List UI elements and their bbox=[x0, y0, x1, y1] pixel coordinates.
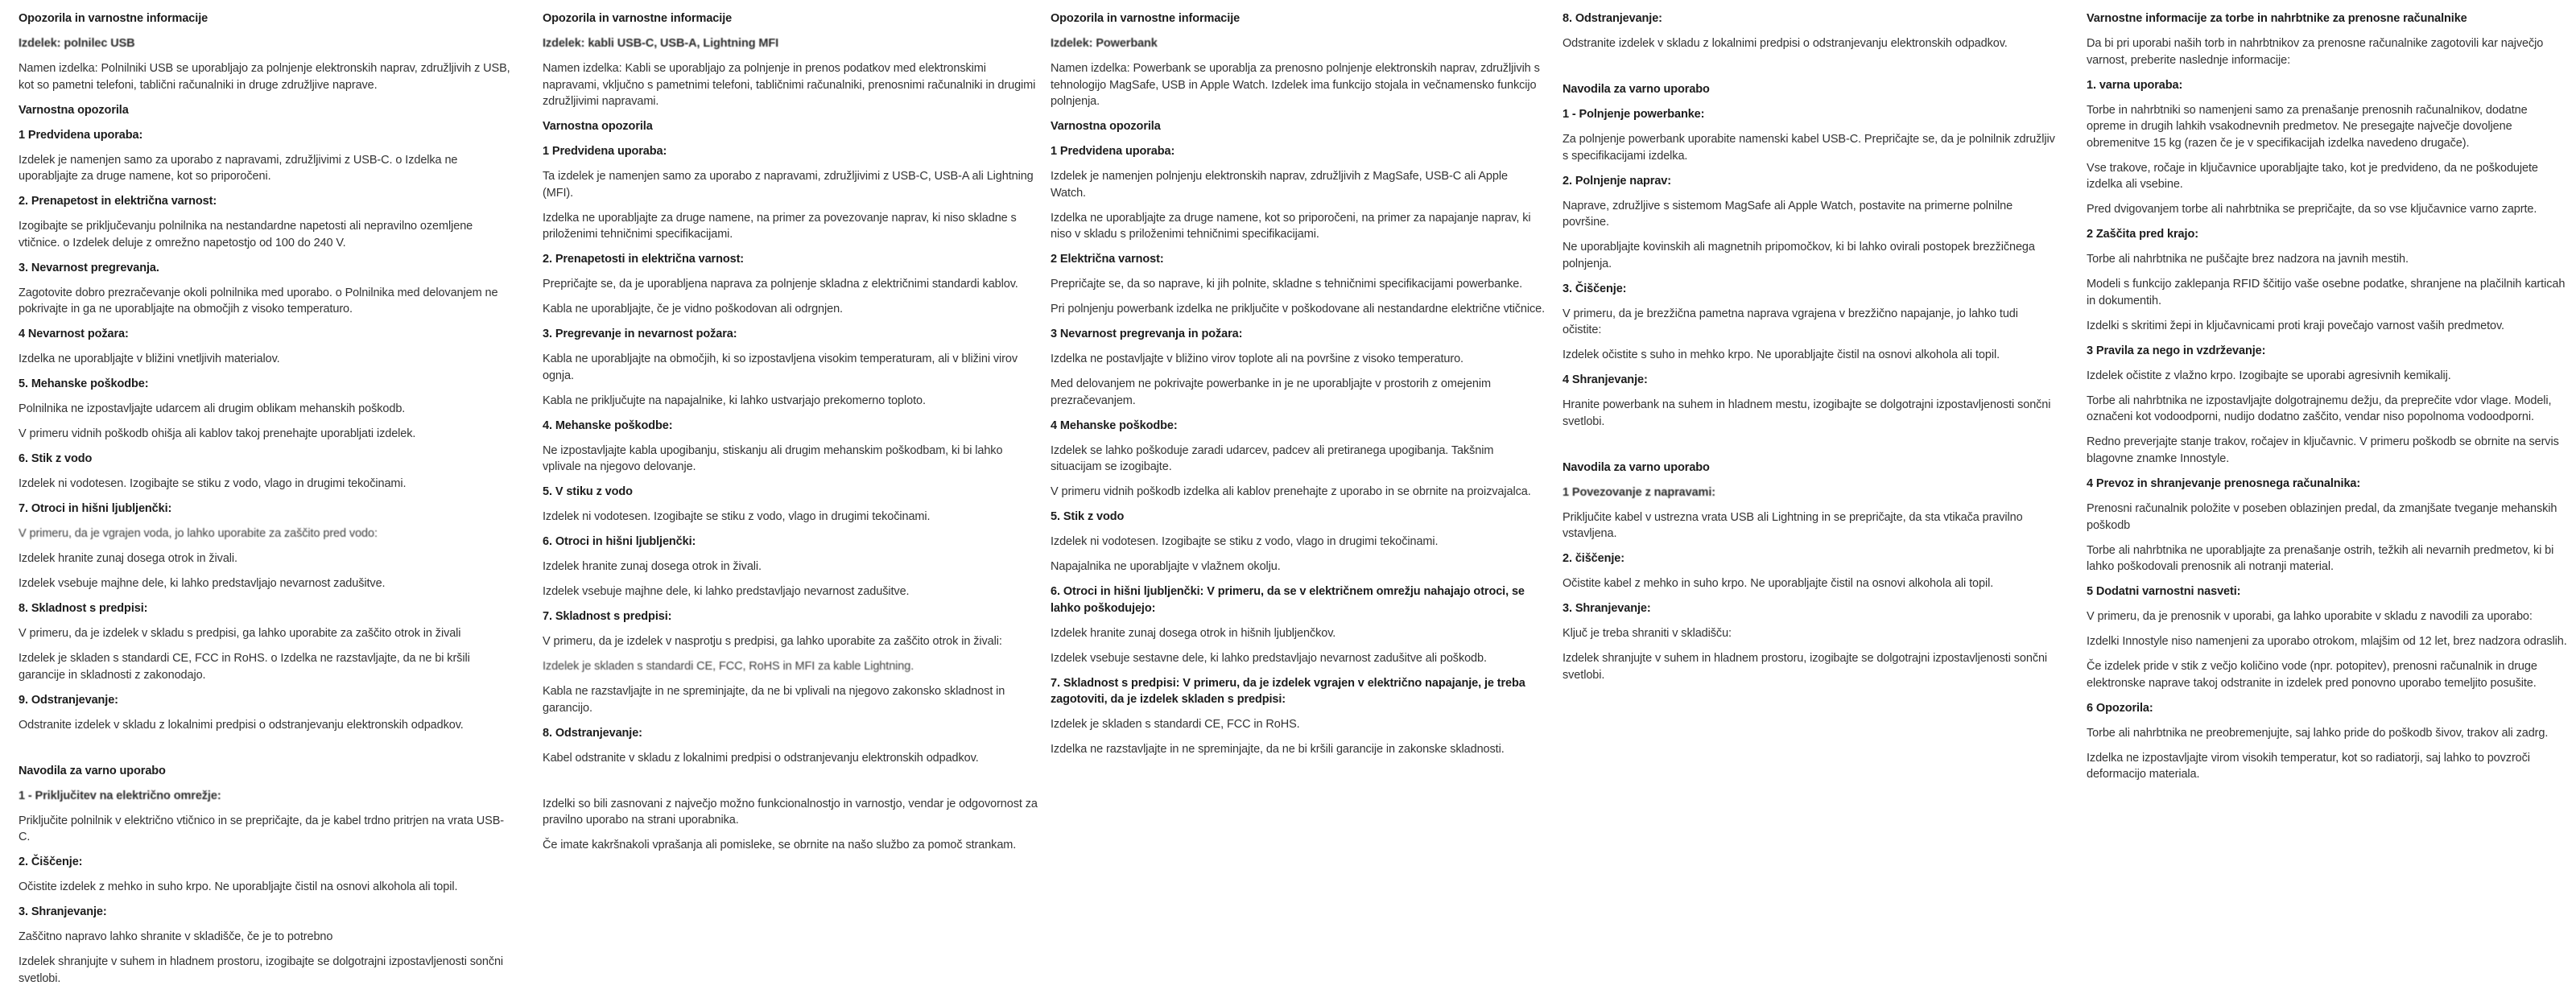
section-heading: 6. Otroci in hišni ljubljenčki: bbox=[543, 535, 696, 549]
section-heading: 2. čiščenje: bbox=[1563, 552, 1624, 566]
paragraph: Če izdelek pride v stik z večjo količino vode (npr. potopitev), prenosni računalnik in druge elektronske naprave takoj odstranite in izdelek pred ponovno uporabo temeljito posušite. bbox=[2087, 660, 2537, 690]
paragraph: Polnilnika ne izpostavljajte udarcem ali drugim oblikam mehanskih poškodb. bbox=[19, 402, 406, 416]
section-heading: 6. Stik z vodo bbox=[19, 452, 93, 466]
section-heading: 1 Predvidena uporaba: bbox=[1051, 145, 1175, 159]
section-heading: 8. Skladnost s predpisi: bbox=[19, 602, 148, 616]
paragraph: Priključite polnilnik v električno vtičnico in se prepričajte, da je kabel trdno pritrjen na vrata USB-C. bbox=[19, 814, 505, 844]
paragraph: Za polnjenje powerbank uporabite namenski kabel USB-C. Prepričajte se, da je polnilnik združljiv s specifikacijami izdelka. bbox=[1563, 132, 2055, 163]
paragraph: Odstranite izdelek v skladu z lokalnimi predpisi o odstranjevanju elektronskih odpadkov. bbox=[19, 718, 464, 732]
section-spacer bbox=[1563, 60, 2058, 81]
paragraph: Izdelek ni vodotesen. Izogibajte se stiku z vodo, vlago in drugimi tekočinami. bbox=[1051, 535, 1439, 549]
paragraph: Kabla ne uporabljajte na območjih, ki so izpostavljena visokim temperaturam, ali v bližini virov ognja. bbox=[543, 353, 1018, 382]
paragraph: Izdelek je namenjen samo za uporabo z napravami, združljivimi z USB-C. o Izdelka ne uporabljajte za druge namene, kot so priporočeni. bbox=[19, 153, 458, 183]
paragraph: Izdelek hranite zunaj dosega otrok in živali. bbox=[543, 560, 762, 574]
paragraph: Izdelek ni vodotesen. Izogibajte se stiku z vodo, vlago in drugimi tekočinami. bbox=[19, 477, 407, 491]
paragraph: Ta izdelek je namenjen samo za uporabo z napravami, združljivimi z USB-C, USB-A ali Lightning (MFI). bbox=[543, 170, 1034, 200]
paragraph: Torbe ali nahrbtnika ne uporabljajte za prenašanje ostrih, težkih ali nevarnih predmetov, ki bi lahko poškodovali prenosnik ali notranji material. bbox=[2087, 543, 2554, 574]
paragraph: Izdelka ne uporabljajte v bližini vnetljivih materialov. bbox=[19, 353, 280, 366]
paragraph: Prenosni računalnik položite v poseben oblazinjen predal, da zmanjšate tveganje mehanskih poškodb bbox=[2087, 501, 2557, 532]
paragraph: V primeru, da je izdelek v nasprotju s predpisi, ga lahko uporabite za zaščito otrok in živali: bbox=[543, 635, 1002, 649]
paragraph: Izdelek shranjujte v suhem in hladnem prostoru, izogibajte se dolgotrajni izpostavljenosti sončni svetlobi. bbox=[19, 955, 504, 985]
paragraph: Izdelki s skritimi žepi in ključavnicami proti kraji povečajo varnost vaših predmetov. bbox=[2087, 319, 2504, 332]
section-heading: 3. Shranjevanje: bbox=[1563, 602, 1651, 616]
section-heading: Navodila za varno uporabo bbox=[19, 764, 166, 777]
paragraph: Priključite kabel v ustrezna vrata USB ali Lightning in se prepričajte, da sta vtikača pravilno vstavljena. bbox=[1563, 510, 2023, 541]
section-heading: 9. Odstranjevanje: bbox=[19, 693, 118, 707]
paragraph: Zagotovite dobro prezračevanje okoli polnilnika med uporabo. o Polnilnika med delovanjem ne pokrivajte in ga ne uporabljajte na območjih z visoko temperaturo. bbox=[19, 286, 498, 316]
paragraph: Redno preverjajte stanje trakov, ročajev in ključavnic. V primeru poškodb se obrnite na servis blagovne znamke Innostyle. bbox=[2087, 435, 2559, 465]
paragraph: Izdelek hranite zunaj dosega otrok in živali. bbox=[19, 552, 237, 566]
paragraph: Hranite powerbank na suhem in hladnem mestu, izogibajte se dolgotrajni izpostavljenosti sončni svetlobi. bbox=[1563, 398, 2051, 428]
column-powerbank-warnings bbox=[1051, 10, 1546, 766]
section-heading: 4 Prevoz in shranjevanje prenosnega računalnika: bbox=[2087, 476, 2361, 490]
section-heading: Izdelek: kabli USB-C, USB-A, Lightning MFI bbox=[543, 36, 779, 50]
paragraph: Torbe ali nahrbtnika ne izpostavljajte dolgotrajnemu dežju, da preprečite vdor vlage. Modeli, označeni kot vodoodporni, nudijo dodatno zaščito, vendar niso popolnoma vodoodporni. bbox=[2087, 394, 2552, 424]
section-heading: Opozorila in varnostne informacije bbox=[543, 12, 733, 25]
paragraph: V primeru, da je brezžična pametna naprava vgrajena v brezžično napajanje, jo lahko tudi očistite: bbox=[1563, 307, 2018, 337]
section-heading: Varnostna opozorila bbox=[1051, 120, 1161, 134]
section-spacer bbox=[543, 775, 1038, 796]
section-heading: 4 Nevarnost požara: bbox=[19, 328, 129, 341]
section-heading: 8. Odstranjevanje: bbox=[1563, 12, 1662, 25]
section-heading: 2 Zaščita pred krajo: bbox=[2087, 228, 2198, 241]
paragraph: Kabla ne priključujte na napajalnike, ki lahko ustvarjajo prekomerno toploto. bbox=[543, 394, 926, 407]
section-heading: 1 - Polnjenje powerbanke: bbox=[1563, 107, 1705, 121]
section-heading: Varnostna opozorila bbox=[543, 120, 653, 134]
paragraph: Prepričajte se, da so naprave, ki jih polnite, skladne s tehničnimi specifikacijami powerbanke. bbox=[1051, 278, 1523, 291]
paragraph: Izdelka ne razstavljajte in ne spreminjajte, da ne bi kršili garancije in zakonske skladnosti. bbox=[1051, 743, 1505, 757]
paragraph: Izdelka ne uporabljajte za druge namene, kot so priporočeni, na primer za napajanje naprav, ki niso v skladu s priloženimi tehničnimi specifikacijami. bbox=[1051, 211, 1531, 241]
paragraph: Ne izpostavljajte kabla upogibanju, stiskanju ali drugim mehanskim poškodbam, ki bi lahko vplivale na njegovo delovanje. bbox=[543, 443, 1003, 474]
section-heading: 4 Shranjevanje: bbox=[1563, 373, 1648, 387]
section-heading: 5. Stik z vodo bbox=[1051, 510, 1125, 524]
section-heading: 1. varna uporaba: bbox=[2087, 78, 2183, 92]
paragraph: Izdelek se lahko poškoduje zaradi udarcev, padcev ali pretiranega upogibanja. Takšnim situacijam se izogibajte. bbox=[1051, 443, 1494, 474]
paragraph: Odstranite izdelek v skladu z lokalnimi predpisi o odstranjevanju elektronskih odpadkov. bbox=[1563, 36, 2008, 50]
paragraph: Naprave, združljive s sistemom MagSafe ali Apple Watch, postavite na primerne polnilne površine. bbox=[1563, 199, 2013, 229]
section-spacer bbox=[1563, 439, 2058, 460]
paragraph: Izdelki Innostyle niso namenjeni za uporabo otrokom, mlajšim od 12 let, brez nadzora odraslih. bbox=[2087, 635, 2567, 649]
paragraph: V primeru, da je izdelek v skladu s predpisi, ga lahko uporabite za zaščito otrok in živali bbox=[19, 627, 461, 641]
paragraph: Namen izdelka: Polnilniki USB se uporabljajo za polnjenje elektronskih naprav, združljivih z USB, kot so pametni telefoni, tablični računalniki in druge združljive naprave. bbox=[19, 61, 510, 92]
paragraph: Izdelek vsebuje majhne dele, ki lahko predstavljajo nevarnost zadušitve. bbox=[543, 585, 910, 599]
paragraph: Izdelek je namenjen polnjenju elektronskih naprav, združljivih z MagSafe, USB-C ali Apple Watch. bbox=[1051, 170, 1508, 200]
paragraph: Kabel odstranite v skladu z lokalnimi predpisi o odstranjevanju elektronskih odpadkov. bbox=[543, 751, 979, 765]
paragraph: Kabla ne razstavljajte in ne spreminjajte, da ne bi vplivali na njegovo zakonsko skladnost in garancijo. bbox=[543, 685, 1005, 715]
section-heading: 7. Skladnost s predpisi: bbox=[543, 610, 672, 624]
section-heading: 3 Pravila za nego in vzdrževanje: bbox=[2087, 344, 2266, 357]
paragraph: V primeru, da je prenosnik v uporabi, ga lahko uporabite v skladu z navodili za uporabo: bbox=[2087, 610, 2533, 624]
paragraph: Izdelek je skladen s standardi CE, FCC, RoHS in MFI za kable Lightning. bbox=[543, 660, 914, 674]
paragraph: Namen izdelka: Kabli se uporabljajo za polnjenje in prenos podatkov med elektronskimi napravami, vključno s pametnimi telefoni, tabličnimi računalniki, prenosnimi računalniki in drugimi združljivimi napravami. bbox=[543, 61, 1036, 109]
section-heading: 2. Prenapetost in električna varnost: bbox=[19, 195, 217, 208]
section-heading: 3. Čiščenje: bbox=[1563, 282, 1627, 295]
paragraph: Izdelek ni vodotesen. Izogibajte se stiku z vodo, vlago in drugimi tekočinami. bbox=[543, 510, 931, 524]
paragraph: Očistite izdelek z mehko in suho krpo. Ne uporabljajte čistil na osnovi alkohola ali topil. bbox=[19, 880, 458, 894]
paragraph: Izdelek je skladen s standardi CE, FCC in RoHS. bbox=[1051, 718, 1300, 732]
paragraph: Torbe ali nahrbtnika ne puščajte brez nadzora na javnih mestih. bbox=[2087, 253, 2409, 266]
section-heading: 5 Dodatni varnostni nasveti: bbox=[2087, 585, 2241, 599]
paragraph: Izdelki so bili zasnovani z največjo možno funkcionalnostjo in varnostjo, vendar je odgovornost za pravilno uporabo na strani uporabnika. bbox=[543, 797, 1038, 827]
section-heading: 7. Skladnost s predpisi: V primeru, da je izdelek vgrajen v električno napajanje, je treba zagotoviti, da je izdelek skladen s predpisi: bbox=[1051, 676, 1525, 707]
section-heading: 1 Predvidena uporaba: bbox=[543, 145, 667, 159]
paragraph: V primeru vidnih poškodb ohišja ali kablov takoj prenehajte uporabljati izdelek. bbox=[19, 427, 416, 441]
section-heading: Navodila za varno uporabo bbox=[1563, 82, 1710, 96]
section-heading: 1 Predvidena uporaba: bbox=[19, 128, 143, 142]
section-heading: Varnostna opozorila bbox=[19, 103, 129, 117]
paragraph: Izdelek vsebuje majhne dele, ki lahko predstavljajo nevarnost zadušitve. bbox=[19, 577, 386, 591]
section-heading: 2 Električna varnost: bbox=[1051, 253, 1164, 266]
paragraph: Torbe in nahrbtniki so namenjeni samo za prenašanje prenosnih računalnikov, dodatne opreme in drugih lahkih vsakodnevnih predmetov. Ne presegajte največje dovoljene obremenitve 15 kg (razen če je v specifikacijah izdelka navedeno drugače). bbox=[2087, 103, 2528, 150]
section-heading: 7. Otroci in hišni ljubljenčki: bbox=[19, 502, 172, 516]
paragraph: Izdelka ne uporabljajte za druge namene, na primer za povezovanje naprav, ki niso skladne s priloženimi tehničnimi specifikacijami. bbox=[543, 211, 1017, 241]
paragraph: Izdelka ne postavljajte v bližino virov toplote ali na površine z visoko temperaturo. bbox=[1051, 353, 1463, 366]
section-heading: 3 Nevarnost pregrevanja in požara: bbox=[1051, 328, 1243, 341]
section-heading: Izdelek: polnilec USB bbox=[19, 36, 135, 50]
section-heading: 8. Odstranjevanje: bbox=[543, 726, 642, 740]
column-usb-charger-warnings bbox=[19, 10, 514, 996]
paragraph: Kabla ne uporabljajte, če je vidno poškodovan ali odrgnjen. bbox=[543, 303, 843, 316]
section-heading: 2. Čiščenje: bbox=[19, 856, 83, 869]
paragraph: V primeru vidnih poškodb izdelka ali kablov prenehajte z uporabo in se obrnite na proizvajalca. bbox=[1051, 485, 1531, 499]
paragraph: Vse trakove, ročaje in ključavnice uporabljajte tako, kot je predvideno, da ne poškodujete izdelka ali vsebine. bbox=[2087, 161, 2538, 192]
paragraph: Pri polnjenju powerbank izdelka ne priključite v poškodovane ali nestandardne električne vtičnice. bbox=[1051, 303, 1546, 316]
section-heading: 6. Otroci in hišni ljubljenčki: V primeru, da se v električnem omrežju nahajajo otroci, se lahko poškodujejo: bbox=[1051, 585, 1525, 615]
paragraph: Izdelek hranite zunaj dosega otrok in hišnih ljubljenčkov. bbox=[1051, 626, 1336, 640]
paragraph: Torbe ali nahrbtnika ne preobremenjujte, saj lahko pride do poškodb šivov, trakov ali zadrg. bbox=[2087, 726, 2549, 740]
paragraph: V primeru, da je vgrajen voda, jo lahko uporabite za zaščito pred vodo: bbox=[19, 527, 378, 541]
paragraph: Če imate kakršnakoli vprašanja ali pomisleke, se obrnite na našo službo za pomoč strankam. bbox=[543, 839, 1017, 852]
section-spacer bbox=[19, 742, 514, 763]
paragraph: Namen izdelka: Powerbank se uporablja za prenosno polnjenje elektronskih naprav, združljivih s tehnologijo MagSafe, USB in Apple Watch. Izdelek ima funkcijo stojala in večnamensko funkcijo polnjenja. bbox=[1051, 61, 1540, 109]
section-heading: 6 Opozorila: bbox=[2087, 701, 2153, 715]
paragraph: Izdelek očistite s suho in mehko krpo. Ne uporabljajte čistil na osnovi alkohola ali topil. bbox=[1563, 348, 2000, 362]
paragraph: Ne uporabljajte kovinskih ali magnetnih pripomočkov, ki bi lahko ovirali postopek brezžičnega polnjenja. bbox=[1563, 241, 2035, 270]
section-heading: 2. Polnjenje naprav: bbox=[1563, 174, 1671, 188]
section-heading: Varnostne informacije za torbe in nahrbtnike za prenosne računalnike bbox=[2087, 12, 2467, 25]
column-laptop-bag-safety bbox=[2087, 10, 2570, 791]
paragraph: Izdelek vsebuje sestavne dele, ki lahko predstavljajo nevarnost zadušitve ali poškodb. bbox=[1051, 651, 1487, 665]
section-heading: 3. Pregrevanje in nevarnost požara: bbox=[543, 328, 737, 341]
column-powerbank-usage-instructions bbox=[1563, 10, 2058, 692]
section-heading: 1 Povezovanje z napravami: bbox=[1563, 485, 1716, 499]
section-heading: 1 - Priključitev na električno omrežje: bbox=[19, 789, 221, 802]
section-heading: Navodila za varno uporabo bbox=[1563, 460, 1710, 474]
paragraph: Da bi pri uporabi naših torb in nahrbtnikov za prenosne računalnike zagotovili kar največjo varnost, preberite naslednje informacije: bbox=[2087, 36, 2544, 67]
column-cables-warnings bbox=[543, 10, 1038, 862]
paragraph: Očistite kabel z mehko in suho krpo. Ne uporabljajte čistil na osnovi alkohola ali topil. bbox=[1563, 577, 1994, 591]
section-heading: 3. Nevarnost pregrevanja. bbox=[19, 261, 159, 274]
paragraph: Zaščitno napravo lahko shranite v skladišče, če je to potrebno bbox=[19, 930, 333, 944]
section-heading: 2. Prenapetosti in električna varnost: bbox=[543, 253, 745, 266]
section-heading: Opozorila in varnostne informacije bbox=[19, 12, 208, 25]
section-heading: 5. V stiku z vodo bbox=[543, 485, 633, 499]
paragraph: Ključ je treba shraniti v skladišču: bbox=[1563, 627, 1732, 641]
section-heading: 4. Mehanske poškodbe: bbox=[543, 418, 673, 432]
section-heading: 5. Mehanske poškodbe: bbox=[19, 377, 149, 391]
paragraph: Izdelek je skladen s standardi CE, FCC in RoHS. o Izdelka ne razstavljajte, da ne bi kršili garancije in skladnosti z zakonodajo. bbox=[19, 652, 470, 682]
paragraph: Pred dvigovanjem torbe ali nahrbtnika se prepričajte, da so vse ključavnice varno zaprte. bbox=[2087, 203, 2537, 216]
section-heading: 4 Mehanske poškodbe: bbox=[1051, 418, 1178, 432]
paragraph: Napajalnika ne uporabljajte v vlažnem okolju. bbox=[1051, 560, 1281, 574]
paragraph: Prepričajte se, da je uporabljena naprava za polnjenje skladna z električnimi standardi kablov. bbox=[543, 278, 1018, 291]
section-heading: 3. Shranjevanje: bbox=[19, 905, 107, 919]
paragraph: Izdelek očistite z vlažno krpo. Izogibajte se uporabi agresivnih kemikalij. bbox=[2087, 369, 2451, 382]
paragraph: Izdelek shranjujte v suhem in hladnem prostoru, izogibajte se dolgotrajni izpostavljenosti sončni svetlobi. bbox=[1563, 652, 2048, 682]
paragraph: Med delovanjem ne pokrivajte powerbanke in je ne uporabljajte v prostorih z omejenim prezračevanjem. bbox=[1051, 377, 1491, 407]
section-heading: Izdelek: Powerbank bbox=[1051, 36, 1158, 50]
paragraph: Izogibajte se priključevanju polnilnika na nestandardne napetosti ali nepravilno ozemljene vtičnice. o Izdelek deluje z omrežno napetostjo od 100 do 240 V. bbox=[19, 220, 473, 249]
paragraph: Izdelka ne izpostavljajte virom visokih temperatur, kot so radiatorji, saj lahko to povzroči deformacijo materiala. bbox=[2087, 751, 2530, 781]
paragraph: Modeli s funkcijo zaklepanja RFID ščitijo vaše osebne podatke, shranjene na plačilnih karticah in dokumentih. bbox=[2087, 278, 2566, 307]
section-heading: Opozorila in varnostne informacije bbox=[1051, 12, 1241, 25]
